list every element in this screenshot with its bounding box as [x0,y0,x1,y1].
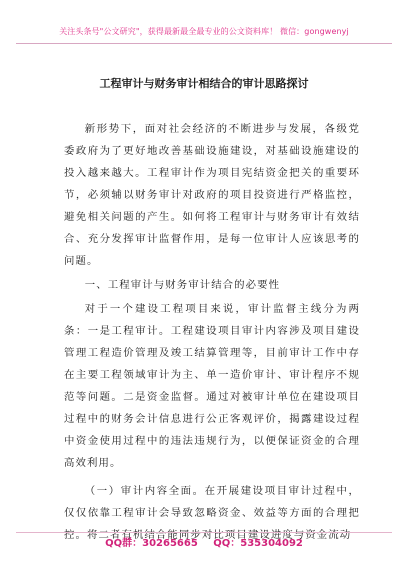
body-paragraph: 对于一个建设工程项目来说，审计监督主线分为两条：一是工程审计。工程建设项目审计内容涉及项目建设管理工程造价管理及竣工结算管理等，目前审计工作中存在主要工程领域审计为主、单一造价审计、审计程序不规范等问题。二是资金监督。通过对被审计单位在建设项目过程中的财务会计信息进行公正客观评价，揭露建设过程中资金使用过程中的违法违规行为，以便保证资金的合理高效利用。 [64,303,360,469]
intro-paragraph: 新形势下，面对社会经济的不断进步与发展，各级党委政府为了更好地改善基础设施建设，对基础设施建设的投入越来越大。工程审计作为项目宪结资金把关的重要环节，必须辅以财务审计对政府的项目投资进行严格监控，避免相关问题的产生。如何将工程审计与财务审计有效结合、充分发挥审计监督作用，是每一位审计人应该思考的问题。 [64,123,360,267]
document-body [64,118,360,546]
subsection-paragraph: （一）审计内容全面。在开展建设项目审计过程中，仅仅依靠工程审计会导致忽略资金、效益等方面的合理把控。将二者有机结合能同步对比项目建设进度与资金流动 [64,485,360,541]
footer-divider [16,532,392,533]
footer-qq: QQ：535304092 [213,538,303,549]
header-note: 关注头条号"公文研究"，获得最新最全最专业的公文资料库！ 微信：gongwenyj [59,27,349,36]
footer-qq-group: QQ群：30265665 [105,538,198,549]
section-heading: 一、工程审计与财务审计结合的必要性 [84,279,281,291]
header-divider [16,43,392,44]
footer-contact [0,534,408,549]
document-title: 工程审计与财务审计相结合的审计思路探讨 [99,77,309,90]
